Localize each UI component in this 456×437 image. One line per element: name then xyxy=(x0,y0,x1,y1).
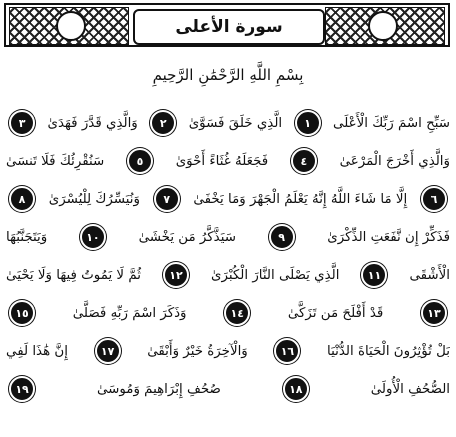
ayah-number-marker: ٢ xyxy=(150,110,176,136)
ayah-number-marker: ٨ xyxy=(9,186,35,212)
ayah-number-marker: ٣ xyxy=(9,110,35,136)
medallion-right-icon xyxy=(368,11,398,41)
verse-text: وَالَّذِي قَدَّرَ فَهَدَىٰ xyxy=(47,115,138,131)
verse-text: سَبِّحِ اسْمَ رَبِّكَ الْأَعْلَى xyxy=(333,115,450,131)
verse-text: بَلْ تُؤْثِرُونَ الْحَيَاةَ الدُّنْيَا xyxy=(327,343,450,359)
ayah-number-marker: ٤ xyxy=(291,148,317,174)
basmala: بِسْمِ اللَّهِ الرَّحْمَٰنِ الرَّحِيمِ xyxy=(152,66,304,84)
verse-line xyxy=(6,374,450,404)
ayah-number-marker: ٦ xyxy=(421,186,447,212)
verse-text: الصُّحُفِ الْأُولَىٰ xyxy=(370,381,450,397)
verse-text: الَّذِي خَلَقَ فَسَوَّىٰ xyxy=(188,115,283,131)
verse-text: سَيَذَّكَّرُ مَن يَخْشَىٰ xyxy=(138,229,236,245)
ayah-number-marker: ٩ xyxy=(269,224,295,250)
verse-line xyxy=(6,184,450,214)
verse-text: فَجَعَلَهُ غُثَاءً أَحْوَىٰ xyxy=(175,153,269,169)
verse-text: وَالَّذِي أَخْرَجَ الْمَرْعَىٰ xyxy=(339,153,450,169)
verse-text: قَدْ أَفْلَحَ مَن تَزَكَّىٰ xyxy=(287,305,384,321)
surah-header-frame xyxy=(4,3,450,47)
verse-text: وَالْآخِرَةُ خَيْرٌ وَأَبْقَىٰ xyxy=(147,343,248,359)
verse-line xyxy=(6,336,450,366)
ayah-number-marker: ١٠ xyxy=(80,224,106,250)
verse-text: صُحُفِ إِبْرَاهِيمَ وَمُوسَىٰ xyxy=(96,381,221,397)
verse-lines xyxy=(6,108,450,412)
ayah-number-marker: ١٦ xyxy=(274,338,300,364)
verse-line xyxy=(6,108,450,138)
ayah-number-marker: ٥ xyxy=(127,148,153,174)
verse-text: وَنُيَسِّرُكَ لِلْيُسْرَىٰ xyxy=(48,191,140,207)
ayah-number-marker: ١٨ xyxy=(283,376,309,402)
ayah-number-marker: ١٥ xyxy=(9,300,35,326)
verse-text: إِنَّ هَٰذَا لَفِي xyxy=(6,343,68,359)
ayah-number-marker: ١٢ xyxy=(163,262,189,288)
verse-line xyxy=(6,298,450,328)
verse-text: سَنُقْرِئُكَ فَلَا تَنسَىٰ xyxy=(6,153,105,169)
medallion-left-icon xyxy=(56,11,86,41)
verse-text: ثُمَّ لَا يَمُوتُ فِيهَا وَلَا يَحْيَىٰ xyxy=(6,267,141,283)
ayah-number-marker: ١٤ xyxy=(224,300,250,326)
surah-title: سورة الأعلى xyxy=(133,9,325,45)
verse-text: فَذَكِّرْ إِن نَّفَعَتِ الذِّكْرَىٰ xyxy=(327,229,450,245)
verse-text: إِلَّا مَا شَاءَ اللَّهُ إِنَّهُ يَعْلَمُ الْجَهْرَ وَمَا يَخْفَىٰ xyxy=(193,191,408,207)
ayah-number-marker: ١١ xyxy=(361,262,387,288)
ayah-number-marker: ٧ xyxy=(154,186,180,212)
verse-line xyxy=(6,260,450,290)
ayah-number-marker: ١٩ xyxy=(9,376,35,402)
verse-text: الْأَشْقَى xyxy=(409,267,450,283)
ayah-number-marker: ١ xyxy=(295,110,321,136)
ayah-number-marker: ١٧ xyxy=(95,338,121,364)
verse-text: وَيَتَجَنَّبُهَا xyxy=(6,229,48,245)
ayah-number-marker: ١٣ xyxy=(421,300,447,326)
verse-text: الَّذِي يَصْلَى النَّارَ الْكُبْرَىٰ xyxy=(210,267,340,283)
verse-line xyxy=(6,146,450,176)
verse-line xyxy=(6,222,450,252)
verse-text: وَذَكَرَ اسْمَ رَبِّهِ فَصَلَّىٰ xyxy=(72,305,187,321)
